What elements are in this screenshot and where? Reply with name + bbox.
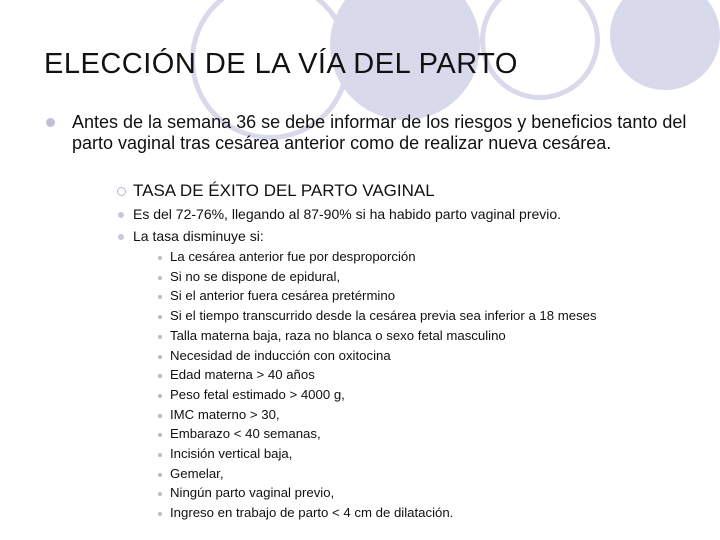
bullet-icon xyxy=(46,118,55,127)
factor-item: Peso fetal estimado > 4000 g, xyxy=(170,386,345,402)
bullet-icon xyxy=(158,414,162,418)
factor-item: Edad materna > 40 años xyxy=(170,367,315,383)
bullet-icon xyxy=(158,453,162,457)
hollow-bullet-icon xyxy=(117,187,126,196)
bullet-icon xyxy=(158,512,162,516)
factor-item: Embarazo < 40 semanas, xyxy=(170,426,321,442)
factor-item: Ningún parto vaginal previo, xyxy=(170,485,335,501)
bullet-icon xyxy=(158,355,162,359)
bullet-icon xyxy=(118,212,124,218)
bullet-icon xyxy=(158,374,162,378)
slide-title: ELECCIÓN DE LA VÍA DEL PARTO xyxy=(44,48,518,80)
factor-item: IMC materno > 30, xyxy=(170,406,280,422)
decorative-circle xyxy=(610,0,720,90)
factor-item: Si no se dispone de epidural, xyxy=(170,268,341,284)
bullet-icon xyxy=(158,295,162,299)
factor-item: Ingreso en trabajo de parto < 4 cm de dilatación. xyxy=(170,505,454,521)
bullet-icon xyxy=(118,234,124,240)
bullet-icon xyxy=(158,335,162,339)
factor-item: Necesidad de inducción con oxitocina xyxy=(170,347,391,363)
bullet-icon xyxy=(158,276,162,280)
factor-item: Si el anterior fuera cesárea pretérmino xyxy=(170,288,396,304)
subheading: TASA DE ÉXITO DEL PARTO VAGINAL xyxy=(133,181,435,200)
bullet-icon xyxy=(158,394,162,398)
sub-point: Es del 72-76%, llegando al 87-90% si ha habido parto vaginal previo. xyxy=(133,206,562,222)
bullet-icon xyxy=(158,315,162,319)
factor-item: Si el tiempo transcurrido desde la cesárea previa sea inferior a 18 meses xyxy=(170,308,597,324)
bullet-icon xyxy=(158,473,162,477)
factor-item: Talla materna baja, raza no blanca o sexo fetal masculino xyxy=(170,327,506,343)
sub-point: La tasa disminuye si: xyxy=(133,228,264,244)
bullet-icon xyxy=(158,492,162,496)
factor-item: La cesárea anterior fue por desproporción xyxy=(170,249,416,264)
main-point: Antes de la semana 36 se debe informar de los riesgos y beneficios tanto del parto vaginal tras cesárea anterior como de realizar nueva cesárea. xyxy=(72,112,687,153)
factor-item: Gemelar, xyxy=(170,465,224,481)
factor-item: Incisión vertical baja, xyxy=(170,446,293,461)
bullet-icon xyxy=(158,256,162,260)
bullet-icon xyxy=(158,433,162,437)
